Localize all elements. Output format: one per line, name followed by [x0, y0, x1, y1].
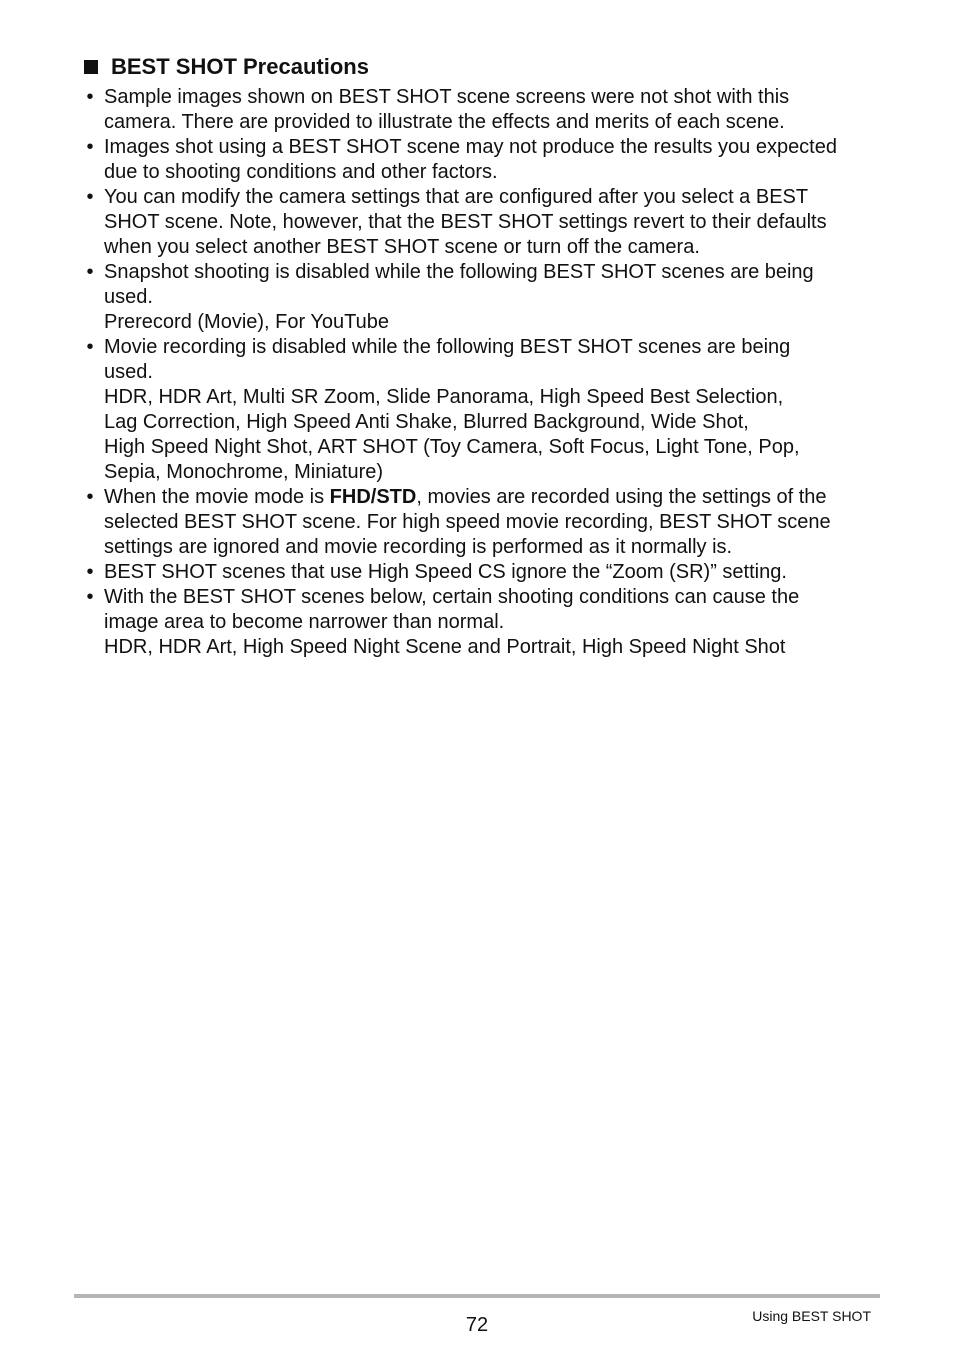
text-line: due to shooting conditions and other factors.: [104, 161, 498, 183]
text-run: When the movie mode is: [104, 486, 330, 508]
text-line: used.: [104, 361, 153, 383]
list-item: [84, 135, 884, 185]
text-line: You can modify the camera settings that are configured after you select a BEST: [104, 186, 809, 208]
text-line: image area to become narrower than normal.: [104, 611, 505, 633]
footer-section-title: Using BEST SHOT: [752, 1308, 871, 1324]
bullet-dot-icon: •: [86, 261, 94, 283]
text-line: Snapshot shooting is disabled while the following BEST SHOT scenes are being: [104, 261, 814, 283]
bullet-dot-icon: •: [86, 486, 94, 508]
list-item: [84, 185, 884, 260]
list-item: [84, 335, 884, 485]
text-line: Movie recording is disabled while the following BEST SHOT scenes are being: [104, 336, 791, 358]
text-line: selected BEST SHOT scene. For high speed movie recording, BEST SHOT scene: [104, 511, 831, 533]
text-line: Sample images shown on BEST SHOT scene screens were not shot with this: [104, 86, 790, 108]
text-line: [104, 485, 884, 510]
list-item: [84, 560, 884, 585]
precautions-list: [84, 85, 884, 660]
scene-names-line: Sepia, Monochrome, Miniature): [104, 461, 384, 483]
scene-names-line: HDR, HDR Art, High Speed Night Scene and Portrait, High Speed Night Shot: [104, 636, 786, 658]
scene-names-line: Lag Correction, High Speed Anti Shake, Blurred Background, Wide Shot,: [104, 411, 749, 433]
text-line: SHOT scene. Note, however, that the BEST SHOT settings revert to their defaults: [104, 211, 827, 233]
bullet-dot-icon: •: [86, 186, 94, 208]
movie-mode-name: FHD/STD: [329, 486, 417, 508]
footer-divider: [74, 1294, 880, 1298]
bullet-dot-icon: •: [86, 336, 94, 358]
bullet-dot-icon: •: [86, 561, 94, 583]
square-bullet-icon: [84, 60, 98, 74]
list-item: [84, 260, 884, 335]
list-item: [84, 585, 884, 660]
section-heading: [84, 53, 369, 81]
section-title: BEST SHOT Precautions: [111, 54, 369, 79]
scene-names-line: Prerecord (Movie), For YouTube: [104, 311, 389, 333]
text-line: used.: [104, 286, 153, 308]
text-line: BEST SHOT scenes that use High Speed CS ignore the “Zoom (SR)” setting.: [104, 561, 787, 583]
bullet-dot-icon: •: [86, 136, 94, 158]
text-line: when you select another BEST SHOT scene or turn off the camera.: [104, 236, 700, 258]
list-item: [84, 485, 884, 560]
text-line: With the BEST SHOT scenes below, certain shooting conditions can cause the: [104, 586, 800, 608]
page-number: 72: [465, 1314, 489, 1336]
text-line: camera. There are provided to illustrate the effects and merits of each scene.: [104, 111, 785, 133]
text-line: settings are ignored and movie recording is performed as it normally is.: [104, 536, 733, 558]
bullet-dot-icon: •: [86, 86, 94, 108]
scene-names-line: HDR, HDR Art, Multi SR Zoom, Slide Panorama, High Speed Best Selection,: [104, 386, 784, 408]
text-run: , movies are recorded using the settings of the: [416, 486, 827, 508]
list-item: [84, 85, 884, 135]
text-line: Images shot using a BEST SHOT scene may not produce the results you expected: [104, 136, 837, 158]
scene-names-line: High Speed Night Shot, ART SHOT (Toy Camera, Soft Focus, Light Tone, Pop,: [104, 436, 800, 458]
bullet-dot-icon: •: [86, 586, 94, 608]
